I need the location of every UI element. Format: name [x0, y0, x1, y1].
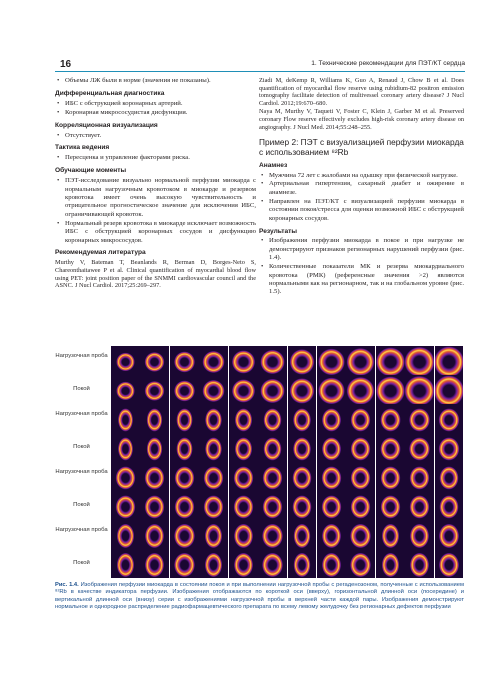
case-title: Пример 2: ПЭТ с визуализацией перфузии миокарда с использованием ⁸²Rb	[259, 137, 464, 158]
perfusion-slice-image	[288, 549, 317, 578]
perfusion-slice-image	[111, 375, 140, 404]
perfusion-slice-image	[346, 549, 375, 578]
section-heading: Рекомендуемая литература	[55, 249, 146, 257]
caption-text: Изображения перфузии миокарда в состоянии покоя и при выполнении нагрузочной пробы с регаденозоном, полученные с использованием ⁸²Rb в качестве индикатора перфузии. Изображения отображаются по короткой оси (вверху), горизонтальной длинной оси (посередине) и вертикальной длинной оси (внизу) серии с изображениями нагрузочной пробы в верхней части каждой пары. Изображения демонстрируют нормальное и однородное распределение радиофармацевтического препарата по всему левому желудочку без регионарных дефектов перфузии	[55, 582, 464, 610]
perfusion-slice-image	[258, 346, 287, 375]
perfusion-slice-image	[376, 491, 405, 520]
perfusion-slice-image	[140, 404, 169, 433]
perfusion-slice-image	[170, 491, 199, 520]
perfusion-slice-image	[317, 404, 346, 433]
perfusion-slice-image	[435, 346, 464, 375]
perfusion-slice-image	[199, 433, 228, 462]
perfusion-slice-image	[111, 491, 140, 520]
perfusion-slice-image	[317, 549, 346, 578]
perfusion-slice-image	[170, 404, 199, 433]
running-head: 1. Технические рекомендации для ПЭТ/КТ сердца	[311, 60, 465, 67]
perfusion-slice-image	[317, 346, 346, 375]
perfusion-slice-image	[376, 462, 405, 491]
perfusion-slice-image	[346, 491, 375, 520]
list-item: • Изображения перфузии миокарда в покое и при нагрузке не демонстрируют признаков регионарных нарушений перфузии (рис. 1.4).	[259, 237, 464, 262]
list-item: • Мужчина 72 лет с жалобами на одышку при физической нагрузке.	[259, 172, 464, 180]
perfusion-slice-image	[405, 346, 434, 375]
perfusion-slice-image	[111, 520, 140, 549]
image-row	[111, 375, 464, 404]
perfusion-slice-image	[229, 375, 258, 404]
perfusion-slice-image	[405, 433, 434, 462]
list-item: • ИБС с обструкцией коронарных артерий.	[55, 100, 256, 108]
perfusion-slice-image	[199, 520, 228, 549]
perfusion-slice-image	[405, 375, 434, 404]
perfusion-slice-image	[317, 433, 346, 462]
perfusion-slice-image	[376, 404, 405, 433]
perfusion-slice-image	[288, 346, 317, 375]
perfusion-slice-image	[346, 462, 375, 491]
perfusion-figure	[55, 346, 464, 579]
row-label: Нагрузочная проба	[55, 527, 108, 533]
right-column	[259, 77, 464, 297]
perfusion-slice-image	[229, 346, 258, 375]
perfusion-slice-image	[199, 404, 228, 433]
section-heading: Результаты	[259, 227, 298, 235]
perfusion-slice-image	[229, 520, 258, 549]
perfusion-slice-image	[288, 462, 317, 491]
perfusion-slice-image	[376, 346, 405, 375]
perfusion-slice-image	[258, 549, 287, 578]
perfusion-slice-image	[435, 491, 464, 520]
perfusion-slice-image	[258, 462, 287, 491]
perfusion-slice-image	[346, 520, 375, 549]
perfusion-slice-image	[229, 549, 258, 578]
image-row	[111, 346, 464, 375]
perfusion-slice-image	[258, 404, 287, 433]
perfusion-slice-image	[346, 346, 375, 375]
perfusion-slice-image	[405, 404, 434, 433]
perfusion-slice-image	[170, 549, 199, 578]
perfusion-slice-image	[140, 433, 169, 462]
perfusion-slice-image	[317, 462, 346, 491]
perfusion-slice-image	[199, 346, 228, 375]
perfusion-slice-image	[258, 433, 287, 462]
perfusion-slice-image	[140, 549, 169, 578]
row-label: Нагрузочная проба	[55, 411, 108, 417]
perfusion-slice-image	[111, 346, 140, 375]
row-label: Нагрузочная проба	[55, 469, 108, 475]
perfusion-slice-image	[258, 520, 287, 549]
perfusion-slice-image	[376, 520, 405, 549]
list-item: • Отсутствует.	[55, 132, 256, 140]
section-heading: Анамнез	[259, 161, 288, 169]
perfusion-slice-image	[288, 433, 317, 462]
list-item: • Пересценка и управление факторами риска.	[55, 154, 256, 162]
section-heading: Обучающие моменты	[55, 167, 127, 175]
list-item: • Количественные показатели МК и резерва миокардиального кровотока (РМК) (референсные значения >2) являются нормальными как на регионарном, так и на глобальном уровне (рис. 1.5).	[259, 263, 464, 297]
perfusion-slice-image	[229, 491, 258, 520]
perfusion-slice-image	[376, 375, 405, 404]
perfusion-slice-image	[405, 491, 434, 520]
perfusion-slice-image	[376, 549, 405, 578]
image-row	[111, 433, 464, 462]
perfusion-slice-image	[229, 462, 258, 491]
page-number: 16	[60, 59, 72, 70]
section-heading: Корреляционная визуализация	[55, 121, 158, 129]
perfusion-slice-image	[317, 520, 346, 549]
row-label: Покой	[73, 444, 90, 450]
perfusion-slice-image	[170, 346, 199, 375]
image-row	[111, 549, 464, 578]
row-label: Покой	[73, 502, 90, 508]
section-heading: Дифференциальная диагностика	[55, 89, 165, 97]
perfusion-slice-image	[140, 346, 169, 375]
perfusion-slice-image	[140, 462, 169, 491]
perfusion-slice-image	[435, 520, 464, 549]
left-column	[55, 77, 256, 290]
perfusion-slice-image	[288, 491, 317, 520]
header-rule	[55, 71, 465, 72]
figure-caption	[55, 582, 464, 611]
list-item: • Нормальный резерв кровотока в миокарде исключает возможность ИБС с обструкцией коронарных сосудов и дисфункцию коронарных микрососудов.	[55, 220, 256, 245]
perfusion-slice-image	[435, 433, 464, 462]
perfusion-slice-image	[346, 375, 375, 404]
perfusion-slice-image	[140, 491, 169, 520]
image-row	[111, 491, 464, 520]
perfusion-slice-image	[288, 520, 317, 549]
perfusion-slice-image	[111, 433, 140, 462]
row-label: Покой	[73, 386, 90, 392]
perfusion-slice-image	[170, 433, 199, 462]
row-label: Нагрузочная проба	[55, 353, 108, 359]
perfusion-slice-image	[229, 433, 258, 462]
perfusion-slice-image	[376, 433, 405, 462]
perfusion-slice-image	[170, 375, 199, 404]
perfusion-slice-image	[435, 375, 464, 404]
image-row	[111, 520, 464, 549]
image-row	[111, 404, 464, 433]
perfusion-slice-image	[435, 404, 464, 433]
perfusion-slice-image	[199, 491, 228, 520]
caption-label: Рис. 1.4.	[55, 582, 79, 588]
list-item: • Направлен на ПЭТ/КТ с визуализацией перфузии миокарда в состоянии покоя/стресса для оценки возможной ИБС с обструкцией коронарных сосудов.	[259, 198, 464, 223]
image-row	[111, 462, 464, 491]
perfusion-slice-image	[317, 375, 346, 404]
perfusion-slice-image	[317, 491, 346, 520]
perfusion-slice-image	[140, 520, 169, 549]
list-item: • Коронарная микрососудистая дисфункция.	[55, 109, 256, 117]
list-item: • Артериальная гипертензия, сахарный диабет и ожирение в анамнезе.	[259, 180, 464, 197]
perfusion-slice-image	[258, 491, 287, 520]
section-heading: Тактика ведения	[55, 144, 110, 152]
list-item: • Объемы ЛЖ были в норме (значения не показаны).	[55, 77, 256, 85]
perfusion-slice-image	[288, 404, 317, 433]
reference-entry: Ziadi M, deKemp R, Williams K, Guo A, Renaud J, Chow B et al. Does quantification of myocardial flow reserve using rubidium-82 positron emission tomography facilitate detection of multivessel coronary artery disease? J Nucl Cardiol. 2012;19:670–680.	[259, 77, 464, 107]
perfusion-slice-image	[405, 462, 434, 491]
perfusion-slice-image	[170, 520, 199, 549]
perfusion-slice-image	[199, 462, 228, 491]
perfusion-slice-image	[405, 549, 434, 578]
perfusion-slice-image	[199, 549, 228, 578]
perfusion-slice-image	[288, 375, 317, 404]
perfusion-slice-image	[199, 375, 228, 404]
reference-entry: Murthy V, Bateman T, Beanlands R, Berman D, Borges-Neto S, Chareonthaitawee P et al. Clinical quantification of myocardial blood flow using PET: joint position paper of the SNMMI cardiovascular council and the ASNC. J Nucl Cardiol. 2017;25:269–297.	[55, 259, 256, 290]
perfusion-slice-image	[111, 404, 140, 433]
perfusion-slice-image	[140, 375, 169, 404]
perfusion-slice-image	[435, 462, 464, 491]
reference-entry: Naya M, Murthy V, Taqueti V, Foster C, Klein J, Garber M et al. Preserved coronary Flow reserve effectively excludes high-risk coronary artery disease on angiography. J Nucl Med. 2014;55:248–255.	[259, 108, 464, 131]
perfusion-slice-image	[435, 549, 464, 578]
perfusion-slice-image	[170, 462, 199, 491]
perfusion-slice-image	[346, 404, 375, 433]
perfusion-slice-image	[346, 433, 375, 462]
perfusion-slice-image	[258, 375, 287, 404]
perfusion-slice-image	[111, 549, 140, 578]
row-label: Покой	[73, 560, 90, 566]
perfusion-slice-image	[405, 520, 434, 549]
perfusion-slice-image	[229, 404, 258, 433]
perfusion-slice-image	[111, 462, 140, 491]
list-item: • ПЭТ-исследование визуально нормальной перфузии миокарда с нормальным нагрузочным кровотоком в миокарде и резервом кровотока имеет очень высокую чувствительность и отрицательное прогностическое значение для исключения ИБС, ограничивающей кровоток.	[55, 177, 256, 219]
